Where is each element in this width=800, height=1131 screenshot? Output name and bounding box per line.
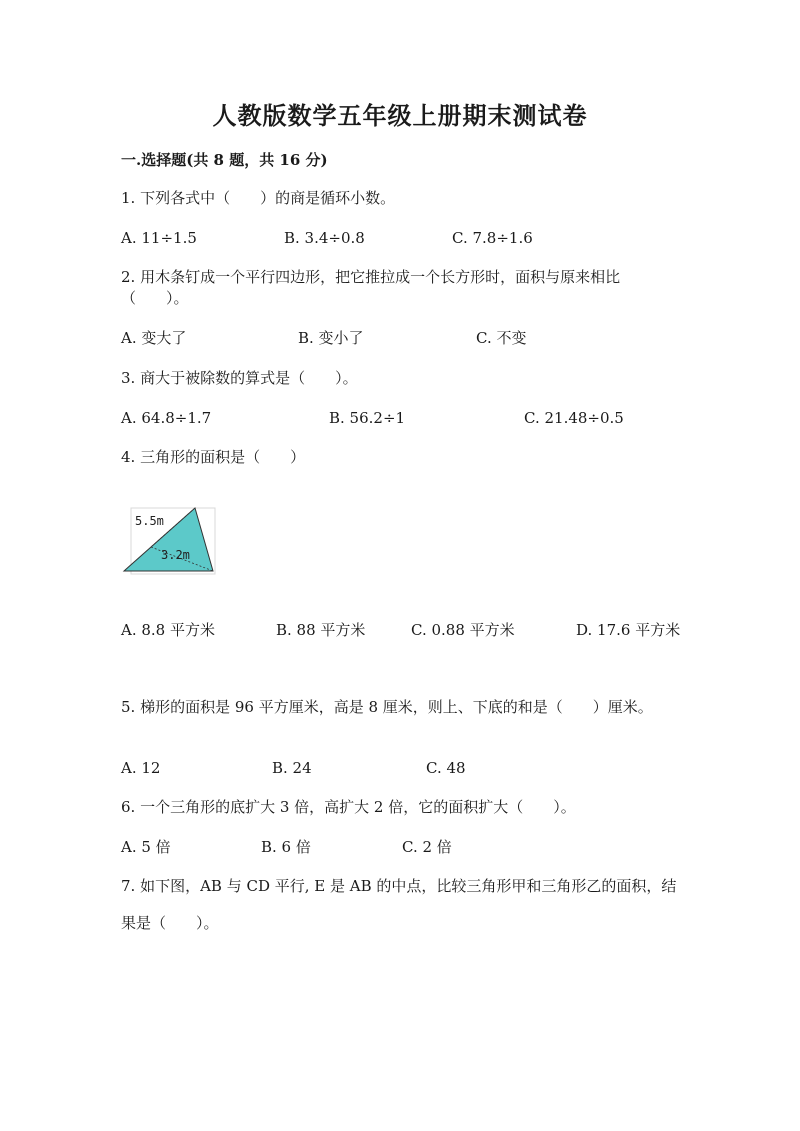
q4-option-c: C. 0.88 平方米 xyxy=(411,621,515,639)
q4-option-d: D. 17.6 平方米 xyxy=(576,621,681,639)
q2-option-b: B. 变小了 xyxy=(298,329,364,347)
question-2-line-1: 2. 用木条钉成一个平行四边形，把它推拉成一个长方形时，面积与原来相比 xyxy=(121,268,621,286)
q5-option-b: B. 24 xyxy=(272,759,312,777)
q5-option-a: A. 12 xyxy=(121,759,161,777)
q1-option-a: A. 11÷1.5 xyxy=(121,229,197,247)
question-2-line-2: （ ）。 xyxy=(121,289,189,307)
section-heading: 一.选择题(共 8 题，共 16 分) xyxy=(121,151,328,169)
q2-option-a: A. 变大了 xyxy=(121,329,187,347)
question-6: 6. 一个三角形的底扩大 3 倍，高扩大 2 倍，它的面积扩大（ ）。 xyxy=(121,798,576,816)
q1-option-c: C. 7.8÷1.6 xyxy=(452,229,533,247)
q3-option-b: B. 56.2÷1 xyxy=(329,409,406,427)
question-7-line-1: 7. 如下图，AB 与 CD 平行, E 是 AB 的中点，比较三角形甲和三角形乙的面积，结 xyxy=(121,877,677,895)
question-1: 1. 下列各式中（ ）的商是循环小数。 xyxy=(121,189,396,207)
question-5: 5. 梯形的面积是 96 平方厘米，高是 8 厘米，则上、下底的和是（ ）厘米。 xyxy=(121,698,653,716)
q4-option-a: A. 8.8 平方米 xyxy=(121,621,215,639)
triangle-side-label: 5.5m xyxy=(135,514,164,528)
q1-option-b: B. 3.4÷0.8 xyxy=(284,229,365,247)
triangle-height-label: 3.2m xyxy=(161,548,190,562)
q3-option-a: A. 64.8÷1.7 xyxy=(121,409,212,427)
q3-option-c: C. 21.48÷0.5 xyxy=(524,409,624,427)
question-3: 3. 商大于被除数的算式是（ ）。 xyxy=(121,369,358,387)
page-title: 人教版数学五年级上册期末测试卷 xyxy=(212,101,588,130)
q6-option-c: C. 2 倍 xyxy=(402,838,452,856)
question-4: 4. 三角形的面积是（ ） xyxy=(121,448,306,466)
q2-option-c: C. 不变 xyxy=(476,329,527,347)
q6-option-a: A. 5 倍 xyxy=(121,838,171,856)
q6-option-b: B. 6 倍 xyxy=(261,838,311,856)
q5-option-c: C. 48 xyxy=(426,759,466,777)
triangle-figure xyxy=(121,503,217,575)
q4-option-b: B. 88 平方米 xyxy=(276,621,366,639)
question-7-line-2: 果是（ ）。 xyxy=(121,914,219,932)
